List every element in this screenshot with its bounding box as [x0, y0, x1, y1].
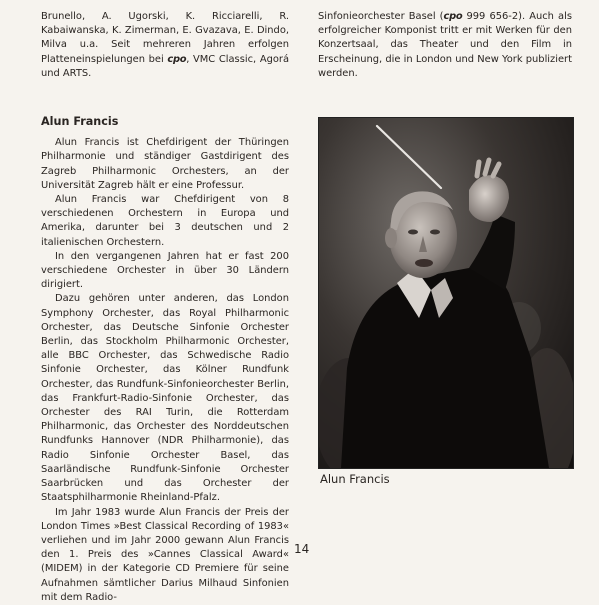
paragraph-5: Im Jahr 1983 wurde Alun Francis der Preis der London Times »Best Classical Recording of 1983« verliehen und im Jahr 2000 gewann Alun Francis den 1. Preis des »Cannes Classical Award« (MIDEM) in der Kategorie CD Premiere für seine Aufnahmen sämtlicher Darius Milhaud Sinfonien mit dem Radio- — [41, 506, 289, 603]
intro-paragraph: Brunello, A. Ugorski, K. Ricciarelli, R. Kabaiwanska, K. Zimerman, E. Gvazava, E. Dindo, Milva u.a. Seit mehreren Jahren erfolgen Platteneinspielungen bei cpo, VMC Classic, Agorá und ARTS. — [41, 11, 289, 79]
section-heading: Alun Francis — [41, 115, 119, 129]
paragraph-1: Alun Francis ist Chefdirigent der Thüringen Philharmonie und ständiger Gastdirigent des Zagreb Philharmonic Orchesters, an der Universität Zagreb hält er eine Professur. — [41, 137, 289, 191]
paragraph-2: Alun Francis war Chefdirigent von 8 verschiedenen Orchestern in Europa und Amerika, darunter bei 3 deutschen und 2 italienischen Orchestern. — [41, 194, 289, 248]
left-column — [41, 10, 289, 605]
photo-caption: Alun Francis — [320, 472, 390, 486]
cpo-logo: cpo — [167, 53, 187, 65]
conductor-photo — [318, 117, 574, 469]
paragraph-3: In den vergangenen Jahren hat er fast 200 verschiedene Orchester in über 30 Ländern dirigiert. — [41, 250, 289, 291]
paragraph-4: Dazu gehören unter anderen, das London Symphony Orchester, das Royal Philharmonic Orchester, das Deutsche Sinfonie Orchester Berlin, das Stockholm Philharmonic Orchester, alle BBC Orchester, das Schwedische Radio Sinfonie Orchester, das Kölner Rundfunk Orchester, das Rundfunk-Sinfonieorchester Berlin, das Frankfurt-Radio-Sinfonie Orchester, das Orchester des RAI Turin, die Rotterdam Philharmonic, das Orchester des Norddeutschen Rundfunks Hannover (NDR Philharmonie), das Radio Sinfonie Orchester Basel, das Saarländische Rundfunk-Sinfonie Orchester Saarbrücken und das Orchester der Staatsphilharmonie Rheinland-Pfalz. — [41, 293, 289, 504]
conductor-photo-illustration — [319, 118, 573, 468]
right-paragraph: Sinfonieorchester Basel (cpo 999 656-2). Auch als erfolgreicher Komponist tritt er mit Werken für den Konzertsaal, das Theater und den Film in Erscheinung, die in London und New York publiziert werden. — [318, 11, 572, 79]
right-column — [318, 10, 572, 81]
page-number: 14 — [294, 542, 310, 556]
cpo-logo: cpo — [443, 11, 463, 22]
